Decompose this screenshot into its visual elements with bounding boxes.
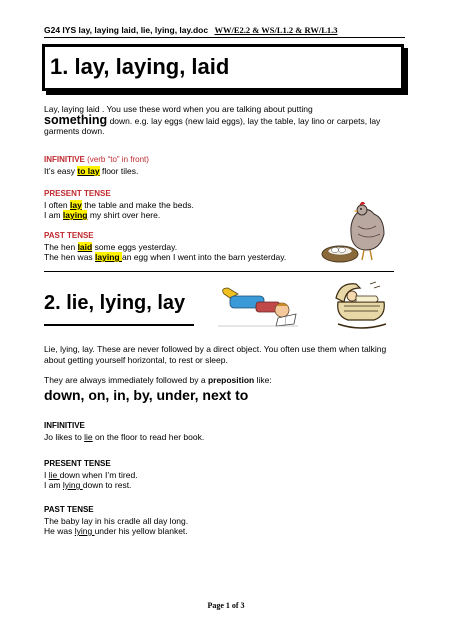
header-filename: G24 IYS lay, laying laid, lie, lying, lay.doc <box>44 25 209 35</box>
section2-title-underline <box>44 324 194 326</box>
section1-infinitive: INFINITIVE (verb “to” in front) It’s easy to lay floor tiles. <box>44 155 149 176</box>
past-label: PAST TENSE <box>44 231 94 240</box>
section1-title: 1. lay, laying, laid <box>50 54 230 79</box>
section2-infinitive: INFINITIVE Jo likes to lie on the floor to read her book. <box>44 421 205 442</box>
infinitive-label: INFINITIVE <box>44 155 85 164</box>
present-label: PRESENT TENSE <box>44 189 111 198</box>
section2-past: PAST TENSE The baby lay in his cradle all day long. He was lying under his yellow blanket. <box>44 505 189 536</box>
page-number: Page 1 of 3 <box>207 601 245 610</box>
header-rule <box>44 37 405 38</box>
intro-emphasis: something <box>44 112 108 127</box>
section2-title-wrap <box>44 292 185 315</box>
section1-intro: Lay, laying laid . You use these word when you are talking about putting something down. e.g. lay eggs (new laid eggs), lay the table, lay lino or carpets, lay garments down. <box>44 104 381 136</box>
header-code: WW/E2.2 & WS/L1.2 & RW/L1.3 <box>214 25 338 35</box>
section2-present: PRESENT TENSE I lie down when I’m tired. I am lying down to rest. <box>44 459 138 490</box>
cradle-illustration <box>330 278 392 332</box>
person-lying-reading-illustration <box>216 284 300 328</box>
preposition-list: down, on, in, by, under, next to <box>44 387 249 403</box>
document-header <box>44 25 338 35</box>
section2-title: 2. lie, lying, lay <box>44 292 186 314</box>
section1-present: PRESENT TENSE I often lay the table and make the beds. I am laying my shirt over here. <box>44 189 194 220</box>
section2-intro: Lie, lying, lay. These are never followed by a direct object. You often use them when talking about getting yourself horizontal, to rest or sleep. <box>44 344 387 365</box>
hen-with-eggs-illustration <box>318 196 390 266</box>
section-separator <box>44 271 394 272</box>
section1-title-box <box>42 44 404 91</box>
section1-past: PAST TENSE The hen laid some eggs yesterday. The hen was laying an egg when I went into the barn yesterday. <box>44 231 287 262</box>
section2-preposition-note: They are always immediately followed by a preposition like: <box>44 375 272 385</box>
